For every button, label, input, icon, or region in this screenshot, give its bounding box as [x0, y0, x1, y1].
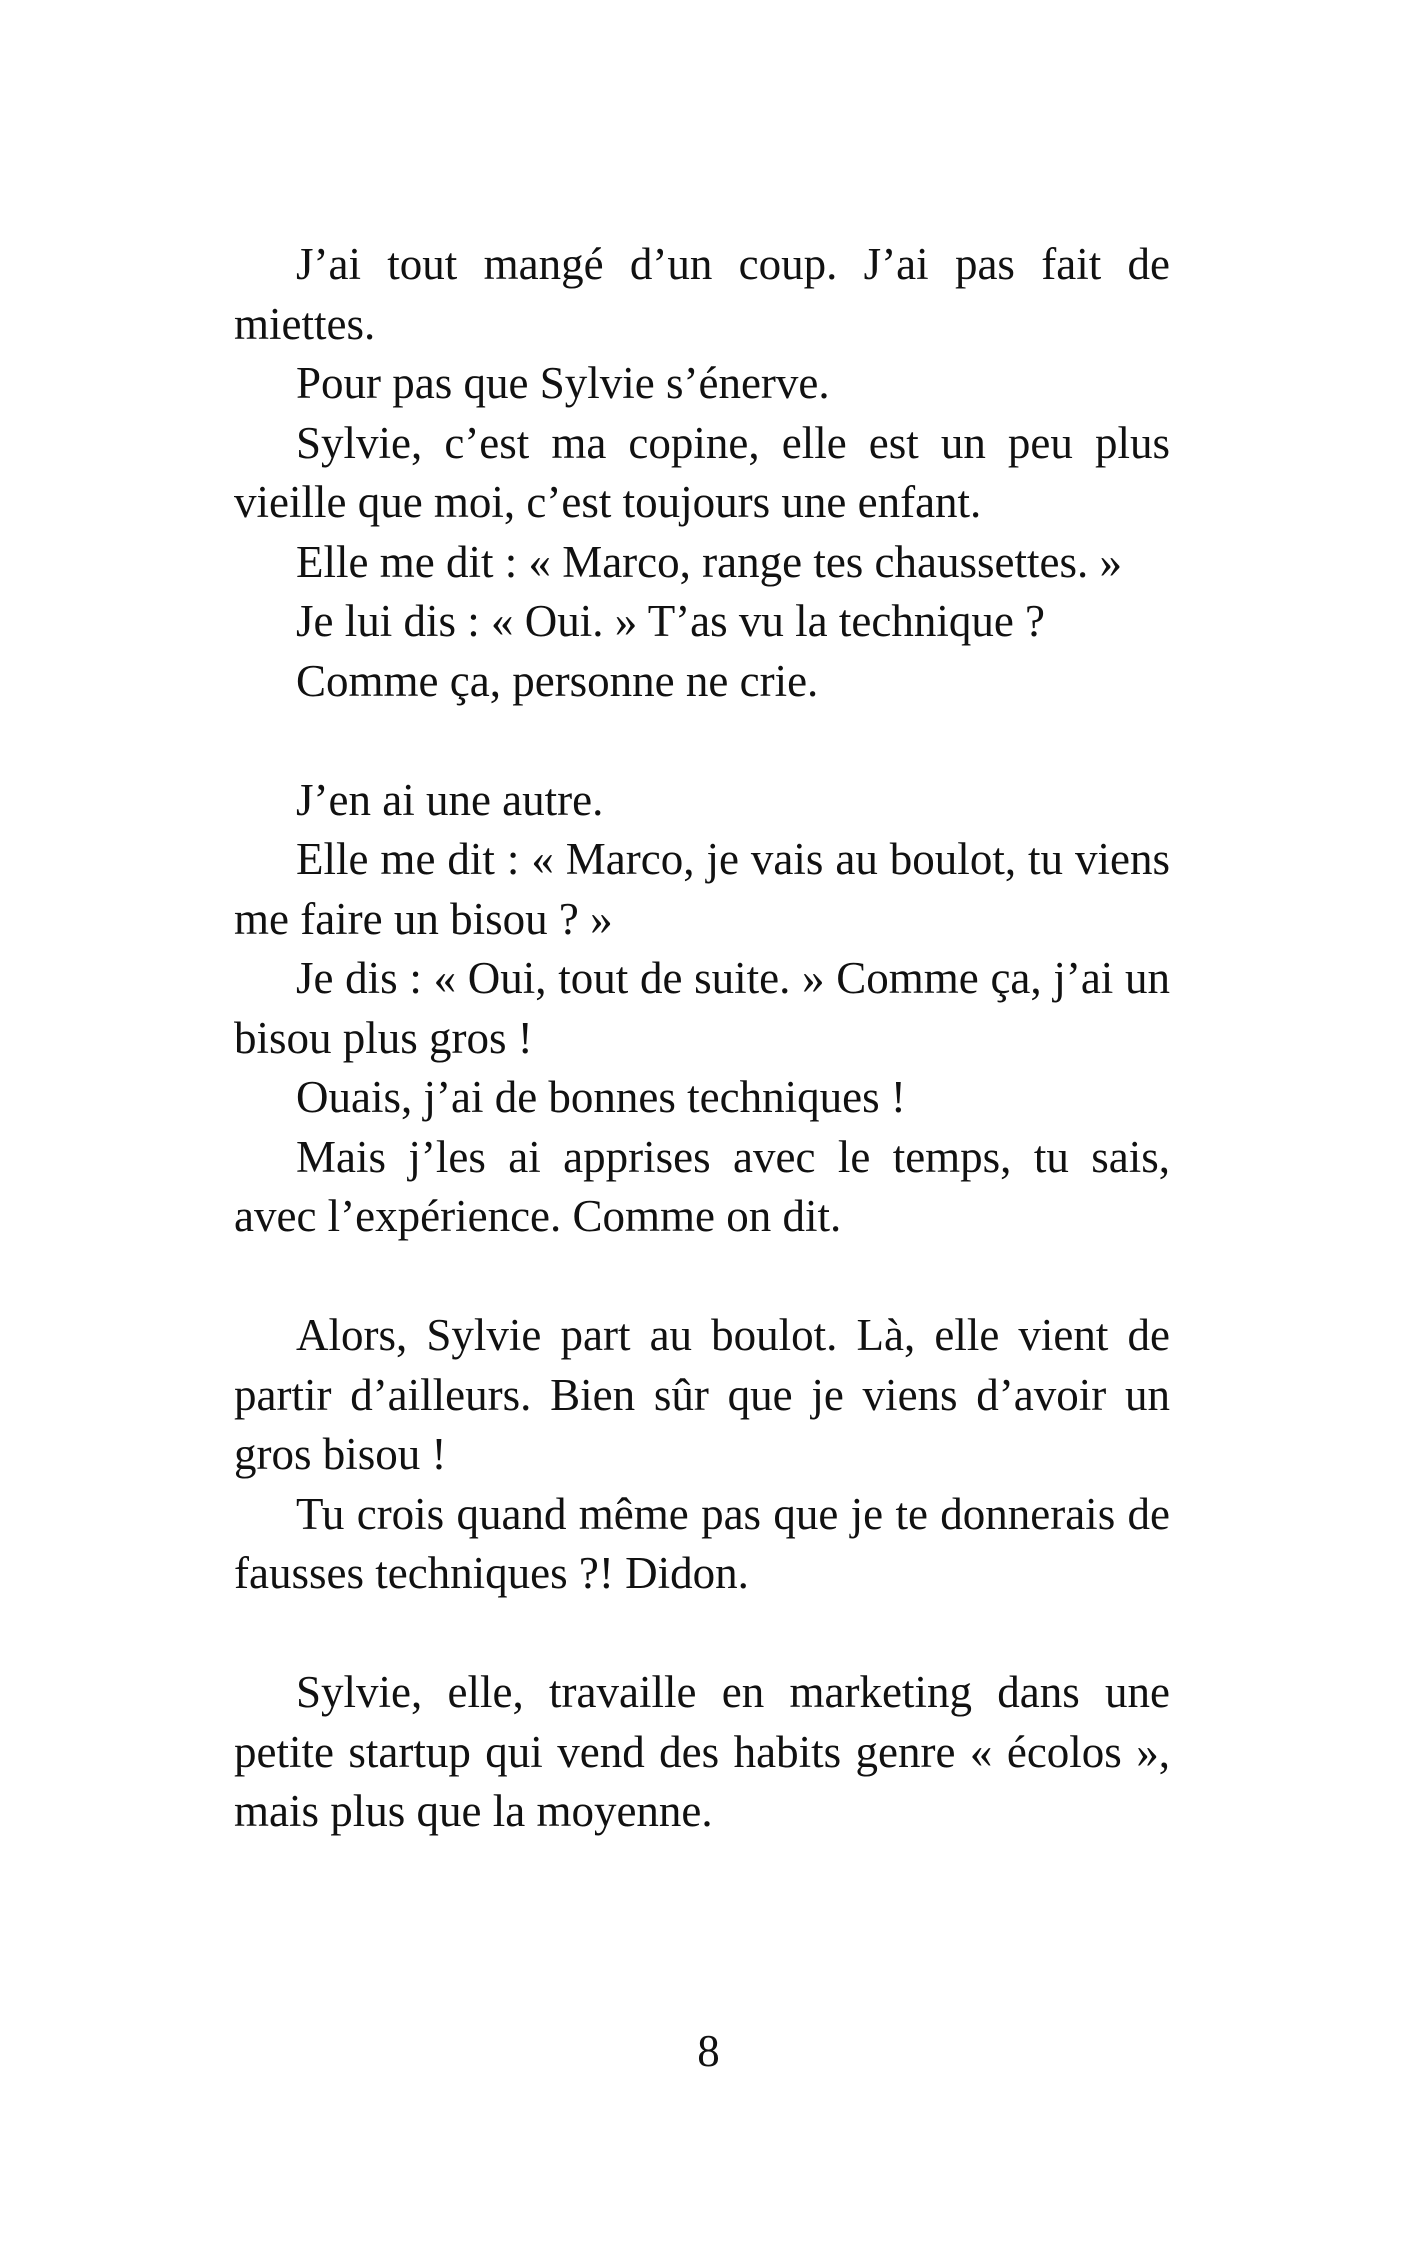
paragraph: Mais j’les ai apprises avec le temps, tu sais, avec l’expérience. Comme on dit.	[234, 1131, 1170, 1241]
paragraph: Alors, Sylvie part au boulot. Là, elle vient de partir d’ailleurs. Bien sûr que je viens d’avoir un gros bisou !	[234, 1310, 1170, 1479]
section-break	[234, 1604, 1170, 1664]
paragraph: Pour pas que Sylvie s’énerve.	[296, 358, 830, 408]
section-break	[234, 711, 1170, 771]
paragraph: Elle me dit : « Marco, je vais au boulot, tu viens me faire un bisou ? »	[234, 834, 1170, 944]
paragraph: J’ai tout mangé d’un coup. J’ai pas fait de miettes.	[234, 239, 1170, 349]
paragraph: Comme ça, personne ne crie.	[296, 655, 819, 706]
paragraph: Tu crois quand même pas que je te donnerais de fausses techniques ?! Didon.	[234, 1488, 1170, 1598]
page-number: 8	[697, 2026, 720, 2076]
paragraph: Je dis : « Oui, tout de suite. » Comme ça, j’ai un bisou plus gros !	[234, 953, 1170, 1063]
section-break	[234, 1247, 1170, 1307]
paragraph: Sylvie, c’est ma copine, elle est un peu plus vieille que moi, c’est toujours une enfant.	[234, 417, 1170, 527]
paragraph: Ouais, j’ai de bonnes techniques !	[296, 1072, 906, 1122]
body-text	[234, 235, 1170, 1842]
paragraph: Sylvie, elle, travaille en marketing dans une petite startup qui vend des habits genre « écolos », mais plus que la moyenne.	[234, 1667, 1170, 1836]
paragraph: Je lui dis : « Oui. » T’as vu la technique ?	[296, 596, 1046, 646]
paragraph: Elle me dit : « Marco, range tes chaussettes. »	[296, 536, 1122, 587]
paragraph: J’en ai une autre.	[296, 774, 604, 825]
